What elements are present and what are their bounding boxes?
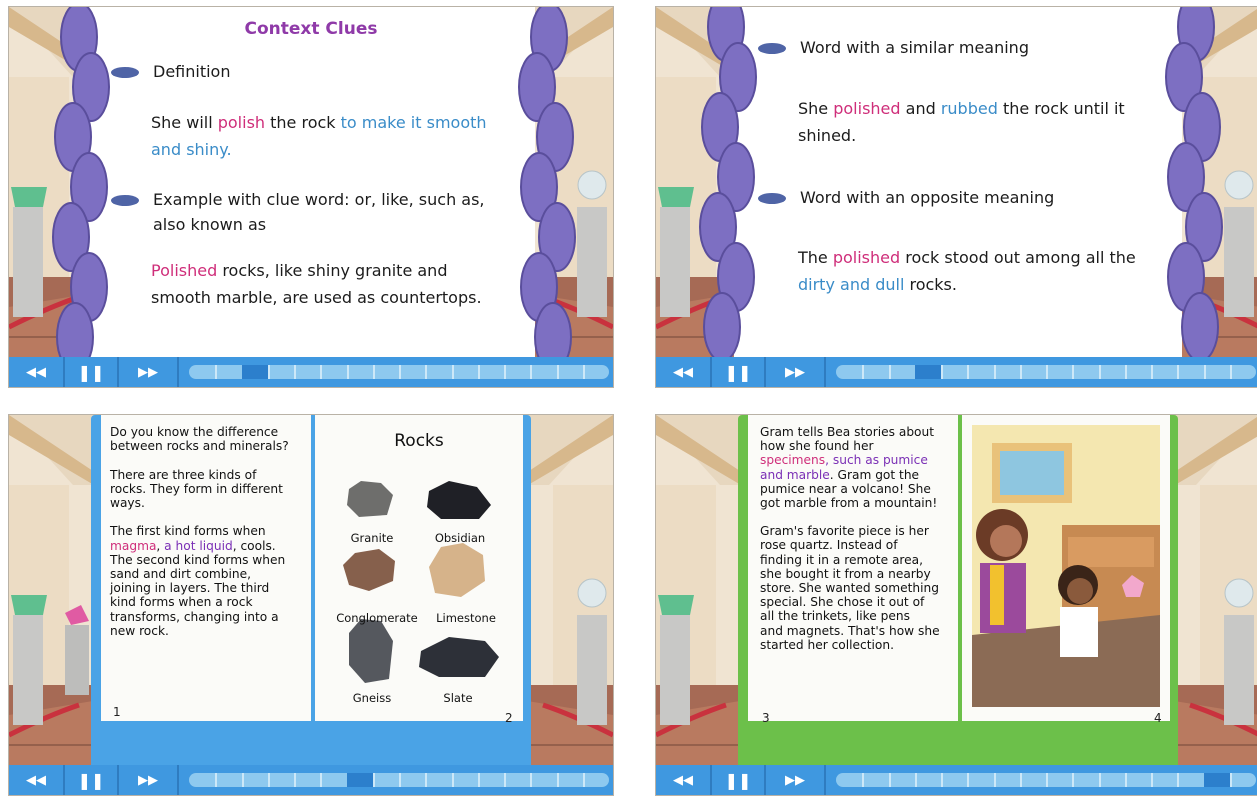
text: Gram tells Bea stories about: [760, 425, 935, 439]
text-line: special. She chose it out of: [760, 595, 925, 610]
forward-button[interactable]: [119, 765, 179, 795]
bullet-opposite-meaning: [758, 185, 1054, 210]
text-line: rocks. They form in different: [110, 481, 283, 496]
progress-current-segment[interactable]: [915, 365, 941, 379]
rewind-icon: ◀◀: [26, 364, 46, 380]
progress-segment-divider: [530, 773, 532, 787]
rock-label: Obsidian: [434, 531, 486, 545]
clue-text: and shiny.: [151, 140, 232, 159]
page-number: 4: [1154, 711, 1162, 725]
progress-segment-divider: [1046, 773, 1048, 787]
progress-segment-divider: [452, 365, 454, 379]
progress-segment-divider: [557, 365, 559, 379]
text: She will: [151, 113, 218, 132]
progress-segment-divider: [347, 365, 349, 379]
bullet-icon: [111, 195, 139, 206]
text-line: The second kind forms when: [110, 552, 286, 567]
page-number: 1: [113, 705, 121, 719]
progress-segment-divider: [373, 365, 375, 379]
rock-images: [9, 415, 613, 795]
text: also known as: [153, 215, 267, 234]
progress-segment-divider: [967, 773, 969, 787]
text-line: Do you know the difference: [110, 425, 279, 439]
rewind-button[interactable]: [9, 765, 65, 795]
progress-segment-divider: [557, 773, 559, 787]
rewind-icon: ◀◀: [26, 772, 46, 788]
forward-button[interactable]: [766, 765, 826, 795]
obsidian-image: [427, 481, 491, 519]
text: rock stood out among all the: [900, 248, 1136, 267]
progress-segment-divider: [504, 365, 506, 379]
fast-forward-icon: ▶▶: [138, 364, 158, 380]
rewind-button[interactable]: [656, 765, 712, 795]
pause-button[interactable]: [65, 357, 119, 387]
text: how she found her: [760, 439, 874, 454]
progress-segment-divider: [478, 365, 480, 379]
media-controls: [656, 765, 1257, 795]
progress-segment-divider: [1177, 773, 1179, 787]
conglomerate-image: [343, 549, 395, 591]
text: The first kind forms when: [110, 524, 266, 539]
target-word: magma: [110, 538, 157, 553]
target-word: polish: [217, 113, 266, 132]
progress-segment-divider: [1177, 365, 1179, 379]
progress-segment-divider: [915, 773, 917, 787]
progress-segment-divider: [215, 365, 217, 379]
progress-segment-divider: [504, 773, 506, 787]
similar-sentence: [798, 95, 1188, 149]
rock-label: Granite: [350, 531, 394, 545]
progress-segment-divider: [1230, 365, 1232, 379]
story-illustration: [972, 425, 1160, 707]
rewind-button[interactable]: [656, 357, 712, 387]
progress-segment-divider: [399, 365, 401, 379]
rock-label: Slate: [443, 691, 473, 705]
text: and: [900, 99, 941, 118]
media-controls: [9, 357, 613, 387]
progress-segment-divider: [1230, 773, 1232, 787]
target-word: polished: [833, 99, 901, 118]
text-line: and magnets. That's how she: [760, 623, 940, 638]
text-line: new rock.: [110, 623, 169, 638]
pause-button[interactable]: [65, 765, 119, 795]
progress-segment-divider: [268, 365, 270, 379]
clue-text: rubbed: [940, 99, 998, 118]
progress-segment-divider: [1125, 365, 1127, 379]
paragraph-two: [760, 524, 960, 652]
slide-context-clues-definition: [8, 6, 614, 388]
text: shined.: [798, 126, 857, 145]
progress-bar[interactable]: [189, 773, 609, 787]
pause-button[interactable]: [712, 765, 766, 795]
progress-current-segment[interactable]: [242, 365, 268, 379]
slate-image: [419, 637, 499, 677]
forward-button[interactable]: [119, 357, 179, 387]
progress-segment-divider: [1204, 365, 1206, 379]
progress-bar[interactable]: [836, 773, 1256, 787]
progress-segment-divider: [242, 773, 244, 787]
book-rocks: [8, 414, 614, 796]
fast-forward-icon: ▶▶: [138, 772, 158, 788]
page-number: 2: [505, 711, 513, 725]
text: . Gram got the: [829, 467, 920, 482]
text-line: transforms, changing into a: [110, 609, 279, 624]
progress-segment-divider: [889, 365, 891, 379]
example-sentence: [151, 257, 541, 311]
progress-segment-divider: [994, 773, 996, 787]
text-line: store. She wanted something: [760, 581, 939, 596]
bullet-icon: [758, 43, 786, 54]
text-line: rose quartz. Instead of: [760, 538, 898, 553]
progress-segment-divider: [320, 773, 322, 787]
progress-segment-divider: [862, 773, 864, 787]
progress-segment-divider: [1020, 773, 1022, 787]
progress-segment-divider: [994, 365, 996, 379]
text-line: started her collection.: [760, 637, 894, 652]
slide-title: Context Clues: [244, 19, 378, 39]
progress-segment-divider: [478, 773, 480, 787]
limestone-image: [429, 543, 485, 597]
text: the rock: [265, 113, 341, 132]
slide-context-clues-meaning: [655, 6, 1257, 388]
progress-segment-divider: [1072, 773, 1074, 787]
text: the rock until it: [997, 99, 1125, 118]
clue-text: and marble: [760, 467, 830, 482]
bullet-similar-meaning: [758, 35, 1029, 60]
text-line: Gram's favorite piece is her: [760, 524, 929, 539]
forward-button[interactable]: [766, 357, 826, 387]
text: rocks.: [904, 275, 957, 294]
media-controls: [9, 765, 613, 795]
text: smooth marble, are used as countertops.: [151, 288, 482, 307]
progress-bar[interactable]: [836, 365, 1256, 379]
rock-label: Gneiss: [352, 691, 392, 705]
progress-segment-divider: [530, 365, 532, 379]
text-line: finding it in a remote area,: [760, 552, 923, 567]
bullet-label: Word with a similar meaning: [800, 38, 1029, 57]
text: She: [798, 99, 834, 118]
clue-text: dirty and dull: [798, 275, 905, 294]
text-line: sand and dirt combine,: [110, 567, 251, 582]
fast-forward-icon: ▶▶: [785, 364, 805, 380]
rewind-icon: ◀◀: [673, 364, 693, 380]
progress-segment-divider: [862, 365, 864, 379]
bullet-icon: [111, 67, 139, 78]
rewind-icon: ◀◀: [673, 772, 693, 788]
text-line: kind forms when a rock: [110, 595, 253, 610]
progress-segment-divider: [294, 365, 296, 379]
text: got marble from a mountain!: [760, 496, 938, 511]
target-word: Polished: [151, 261, 218, 280]
progress-segment-divider: [889, 773, 891, 787]
text-line: ways.: [110, 496, 145, 511]
progress-segment-divider: [583, 773, 585, 787]
text-line: joining in layers. The third: [110, 581, 270, 596]
progress-segment-divider: [583, 365, 585, 379]
text: rocks, like shiny granite and: [217, 261, 448, 280]
pause-button[interactable]: [712, 357, 766, 387]
progress-segment-divider: [320, 365, 322, 379]
text: Example with clue word: or, like, such as,: [153, 190, 485, 209]
rock-label: Conglomerate: [336, 611, 418, 625]
progress-segment-divider: [373, 773, 375, 787]
progress-segment-divider: [425, 365, 427, 379]
progress-segment-divider: [1072, 365, 1074, 379]
bullet-label: Word with an opposite meaning: [800, 188, 1055, 207]
pause-icon: ❚❚: [77, 362, 105, 382]
progress-segment-divider: [1020, 365, 1022, 379]
progress-current-segment[interactable]: [347, 773, 373, 787]
gneiss-image: [349, 619, 393, 683]
granite-image: [347, 481, 393, 517]
progress-segment-divider: [1125, 773, 1127, 787]
text: ,: [156, 538, 165, 553]
progress-segment-divider: [452, 773, 454, 787]
clue-text: a hot liquid: [164, 538, 233, 553]
progress-segment-divider: [425, 773, 427, 787]
rock-label: Limestone: [436, 611, 496, 625]
progress-segment-divider: [941, 365, 943, 379]
text-line: between rocks and minerals?: [110, 439, 289, 454]
target-word: polished: [832, 248, 901, 267]
left-page-text: [760, 425, 960, 652]
pause-icon: ❚❚: [77, 770, 105, 790]
progress-segment-divider: [294, 773, 296, 787]
bullet-label: [153, 187, 485, 237]
progress-segment-divider: [1151, 773, 1153, 787]
page-number: 3: [762, 711, 770, 725]
progress-segment-divider: [1151, 365, 1153, 379]
bullet-label: Definition: [153, 62, 231, 81]
progress-segment-divider: [1099, 773, 1101, 787]
media-controls: [656, 357, 1257, 387]
book-gram-story: [655, 414, 1257, 796]
text: , cools.: [232, 538, 276, 553]
progress-current-segment[interactable]: [1204, 773, 1230, 787]
progress-bar[interactable]: [189, 365, 609, 379]
text-line: all the trinkets, like pens: [760, 609, 910, 624]
clue-text: , such as pumice: [825, 453, 928, 468]
bullet-definition: [111, 59, 230, 84]
text-line: she bought it from a nearby: [760, 566, 931, 581]
text: The: [798, 248, 833, 267]
progress-segment-divider: [1099, 365, 1101, 379]
bullet-example: [111, 187, 485, 237]
definition-sentence: [151, 109, 541, 163]
text: pumice near a volcano! She: [760, 481, 931, 496]
pause-icon: ❚❚: [724, 362, 752, 382]
progress-segment-divider: [399, 773, 401, 787]
rewind-button[interactable]: [9, 357, 65, 387]
progress-segment-divider: [941, 773, 943, 787]
progress-segment-divider: [967, 365, 969, 379]
progress-segment-divider: [268, 773, 270, 787]
pause-icon: ❚❚: [724, 770, 752, 790]
bullet-icon: [758, 193, 786, 204]
fast-forward-icon: ▶▶: [785, 772, 805, 788]
text-line: There are three kinds of: [110, 467, 257, 482]
target-word: specimens: [760, 453, 826, 468]
opposite-sentence: [798, 244, 1198, 298]
progress-segment-divider: [215, 773, 217, 787]
progress-segment-divider: [1046, 365, 1048, 379]
rocks-title: Rocks: [394, 431, 444, 451]
clue-text: to make it smooth: [340, 113, 487, 132]
